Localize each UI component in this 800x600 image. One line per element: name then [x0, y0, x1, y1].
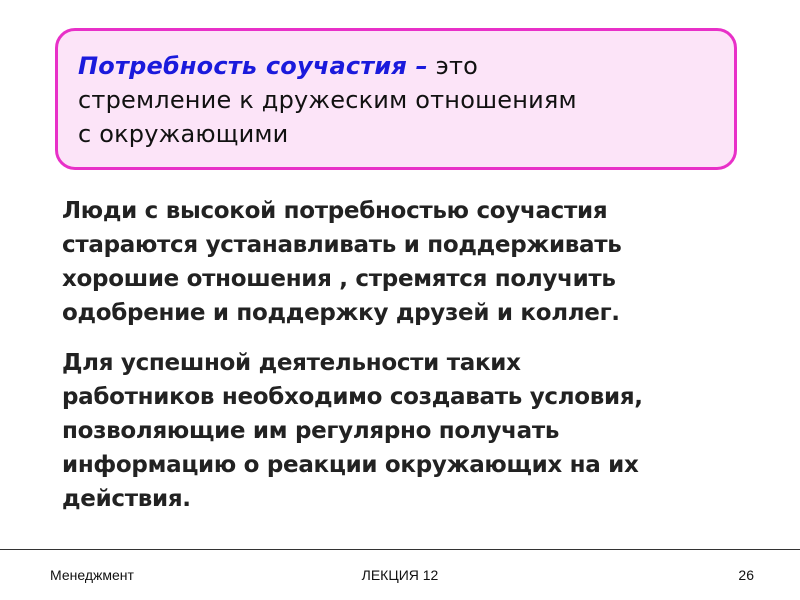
footer-course-name: Менеджмент: [50, 567, 134, 583]
definition-line2: стремление к дружеским отношениям: [78, 86, 577, 114]
paragraph-line: позволяющие им регулярно получать: [62, 418, 560, 444]
definition-line3: с окружающими: [78, 120, 289, 148]
footer-page-number: 26: [738, 567, 754, 583]
paragraph-line: хорошие отношения , стремятся получить: [62, 266, 616, 292]
footer-lecture-label: ЛЕКЦИЯ 12: [361, 567, 439, 583]
definition-term: Потребность соучастия –: [78, 52, 428, 80]
footer-divider: [0, 549, 800, 550]
paragraph-line: работников необходимо создавать условия,: [62, 384, 643, 410]
paragraph-line: стараются устанавливать и поддерживать: [62, 232, 622, 258]
definition-line1-rest: это: [427, 52, 479, 80]
definition-box: [55, 28, 737, 170]
paragraph-conditions: [62, 346, 762, 516]
definition-text: [78, 49, 716, 151]
body-text: [62, 194, 762, 516]
paragraph-line: Для успешной деятельности таких: [62, 350, 521, 376]
paragraph-high-need: [62, 194, 762, 330]
paragraph-line: Люди с высокой потребностью соучастия: [62, 198, 608, 224]
paragraph-line: одобрение и поддержку друзей и коллег.: [62, 300, 620, 326]
paragraph-line: информацию о реакции окружающих на их: [62, 452, 639, 478]
paragraph-line: действия.: [62, 486, 191, 512]
